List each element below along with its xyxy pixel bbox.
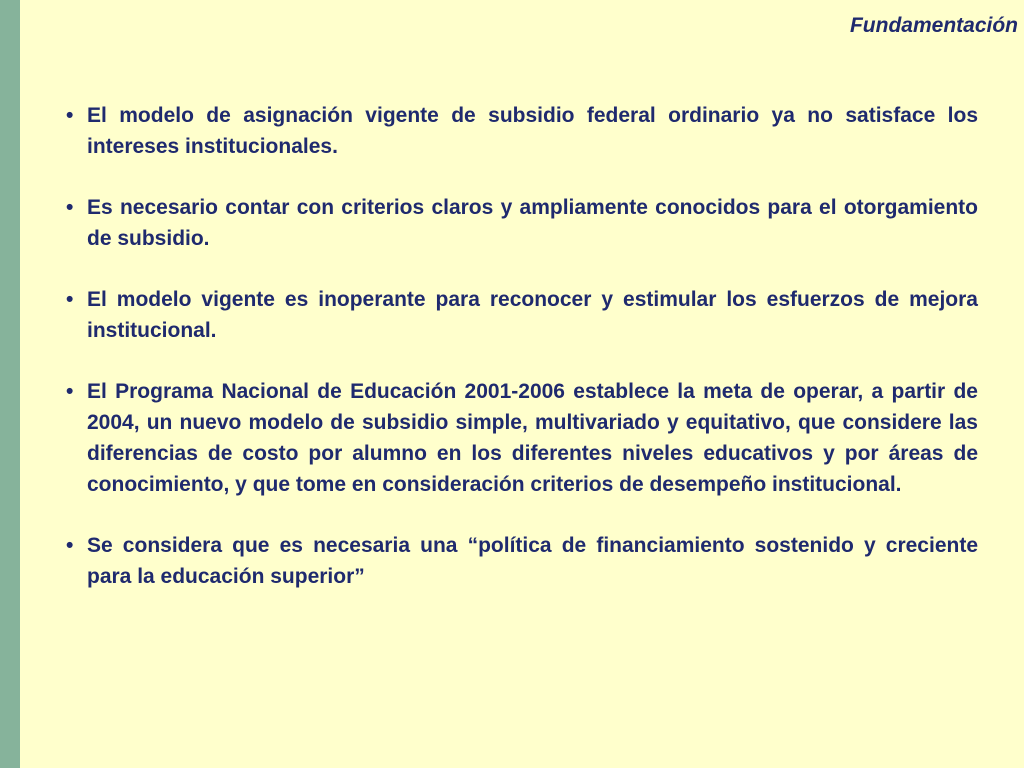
bullet-text: Se considera que es necesaria una “política de financiamiento sostenido y creciente para la educación superior” [87,534,978,588]
bullet-dot-icon: • [66,196,74,219]
bullet-item [66,100,978,162]
bullet-list [66,100,978,622]
bullet-item [66,192,978,254]
bullet-text: El Programa Nacional de Educación 2001-2006 establece la meta de operar, a partir de 2004, un nuevo modelo de subsidio simple, multivariado y equitativo, que considere las diferencias de costo por alumno en los diferentes niveles educativos y por áreas de conocimiento, y que tome en consideración criterios de desempeño institucional. [87,380,978,496]
bullet-text: Es necesario contar con criterios claros y ampliamente conocidos para el otorgamiento de subsidio. [87,196,978,250]
bullet-dot-icon: • [66,380,74,403]
bullet-dot-icon: • [66,534,74,557]
bullet-item [66,530,978,592]
bullet-item [66,376,978,500]
bullet-dot-icon: • [66,288,74,311]
bullet-dot-icon: • [66,104,74,127]
bullet-text: El modelo vigente es inoperante para reconocer y estimular los esfuerzos de mejora institucional. [87,288,978,342]
left-accent-bar [0,0,20,768]
bullet-text: El modelo de asignación vigente de subsidio federal ordinario ya no satisface los intereses institucionales. [87,104,978,158]
slide-title: Fundamentación [849,14,1018,37]
bullet-item [66,284,978,346]
